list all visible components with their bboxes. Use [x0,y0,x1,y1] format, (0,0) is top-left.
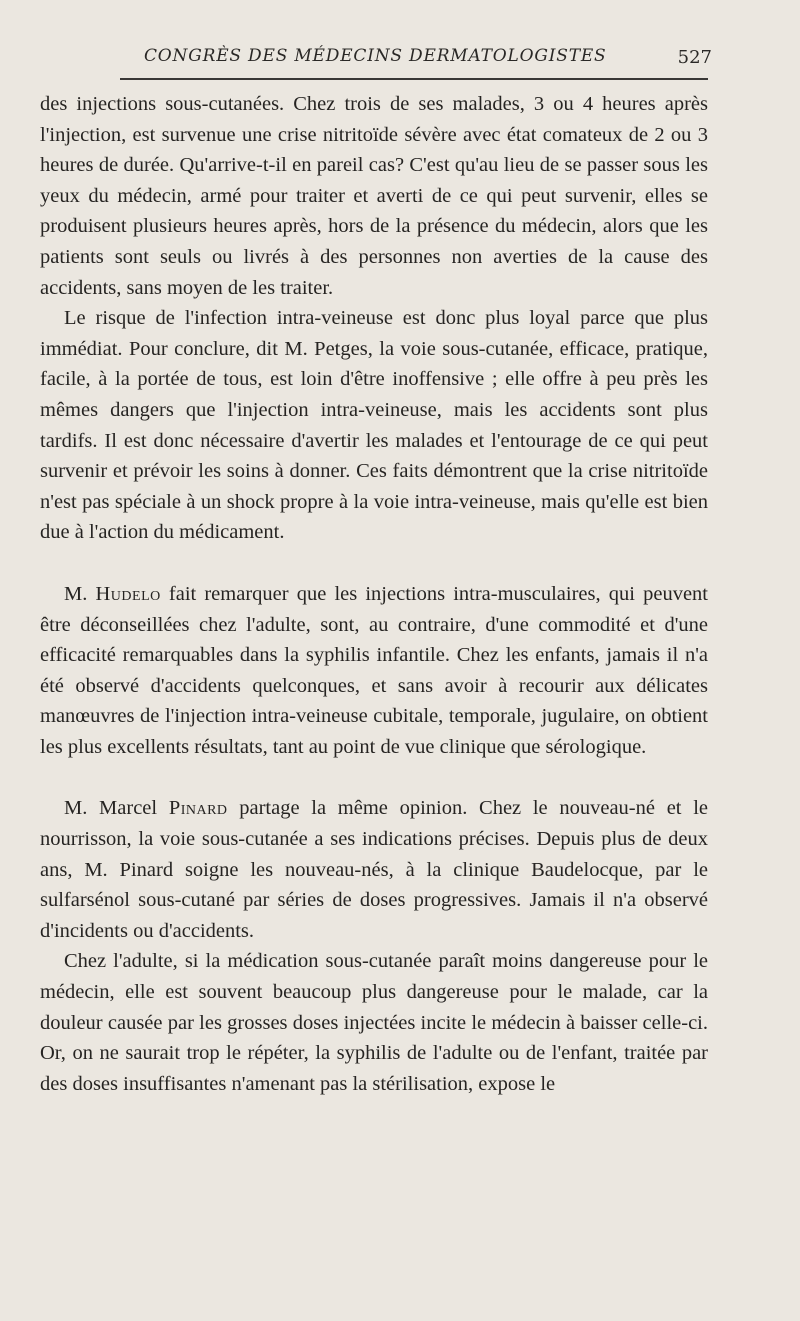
page-header [40,42,712,72]
body-text [40,89,708,1099]
paragraph-2: Le risque de l'infection intra-veineuse est donc plus loyal parce que plus immédiat. Pour conclure, dit M. Petges, la voie sous-cutanée, efficace, pratique, facile, à la portée de tous, est loin d'être inoffensive ; elle offre à peu près les mêmes dangers que l'injection intra-veineuse, mais les accidents sont plus tardifs. Il est donc nécessaire d'avertir les malades et l'entourage de ce qui peut survenir et prévoir les soins à donner. Ces faits démontrent que la crise nitritoïde n'est pas spéciale à un shock propre à la voie intra-veineuse, mais qu'elle est bien due à l'action du médicament. [40,307,708,544]
paragraph-4-prefix: M. Marcel [64,797,169,820]
paragraph-3 [40,579,708,763]
paragraph-4-text: partage la même opinion. Chez le nouveau-né et le nourrisson, la voie sous-cutanée a ses indications précises. Depuis plus de deux ans, M. Pinard soigne les nouveau-nés, à la clinique Baudelocque, par le sulfarsénol sous-cutané par séries de doses progressives. Jamais il n'a observé d'incidents ou d'accidents. [40,797,708,942]
paragraph-4 [40,793,708,946]
page-number: 527 [677,47,712,68]
running-title: CONGRÈS DES MÉDECINS DERMATOLOGISTES [144,46,607,66]
paragraph-5: Chez l'adulte, si la médication sous-cutanée paraît moins dangereuse pour le médecin, elle est souvent beaucoup plus dangereuse pour le malade, car la douleur causée par les grosses doses injectées incite le médecin à baisser celle-ci. Or, on ne saurait trop le répéter, la syphilis de l'adulte ou de l'enfant, traitée par des doses insuffisantes n'amenant pas la stérilisation, expose le [40,950,708,1095]
speaker-name-pinard: Pinard [168,797,228,820]
header-rule [120,78,708,80]
paragraph-1: des injections sous-cutanées. Chez trois de ses malades, 3 ou 4 heures après l'injection, est survenue une crise nitritoïde sévère avec état comateux de 2 ou 3 heures de durée. Qu'arrive-t-il en pareil cas? C'est qu'au lieu de se passer sous les yeux du médecin, armé pour traiter et averti de ce qui peut survenir, elles se produisent plusieurs heures après, hors de la présence du médecin, alors que les patients sont seuls ou livrés à des personnes non averties de la cause des accidents, sans moyen de les traiter. [40,93,708,299]
paragraph-3-prefix: M. [64,582,96,605]
paragraph-3-text: fait remarquer que les injections intra-musculaires, qui peuvent être déconseillées chez l'adulte, sont, au contraire, d'une commodité et d'une efficacité remarquables dans la syphilis infantile. Chez les enfants, jamais il n'a été observé d'accidents quelconques, et sans avoir à recourir aux délicates manœuvres de l'injection intra-veineuse cubitale, temporale, jugulaire, on obtient les plus excellents résultats, tant au point de vue clinique que sérologique. [40,582,709,758]
speaker-name-hudelo: Hudelo [95,582,161,605]
